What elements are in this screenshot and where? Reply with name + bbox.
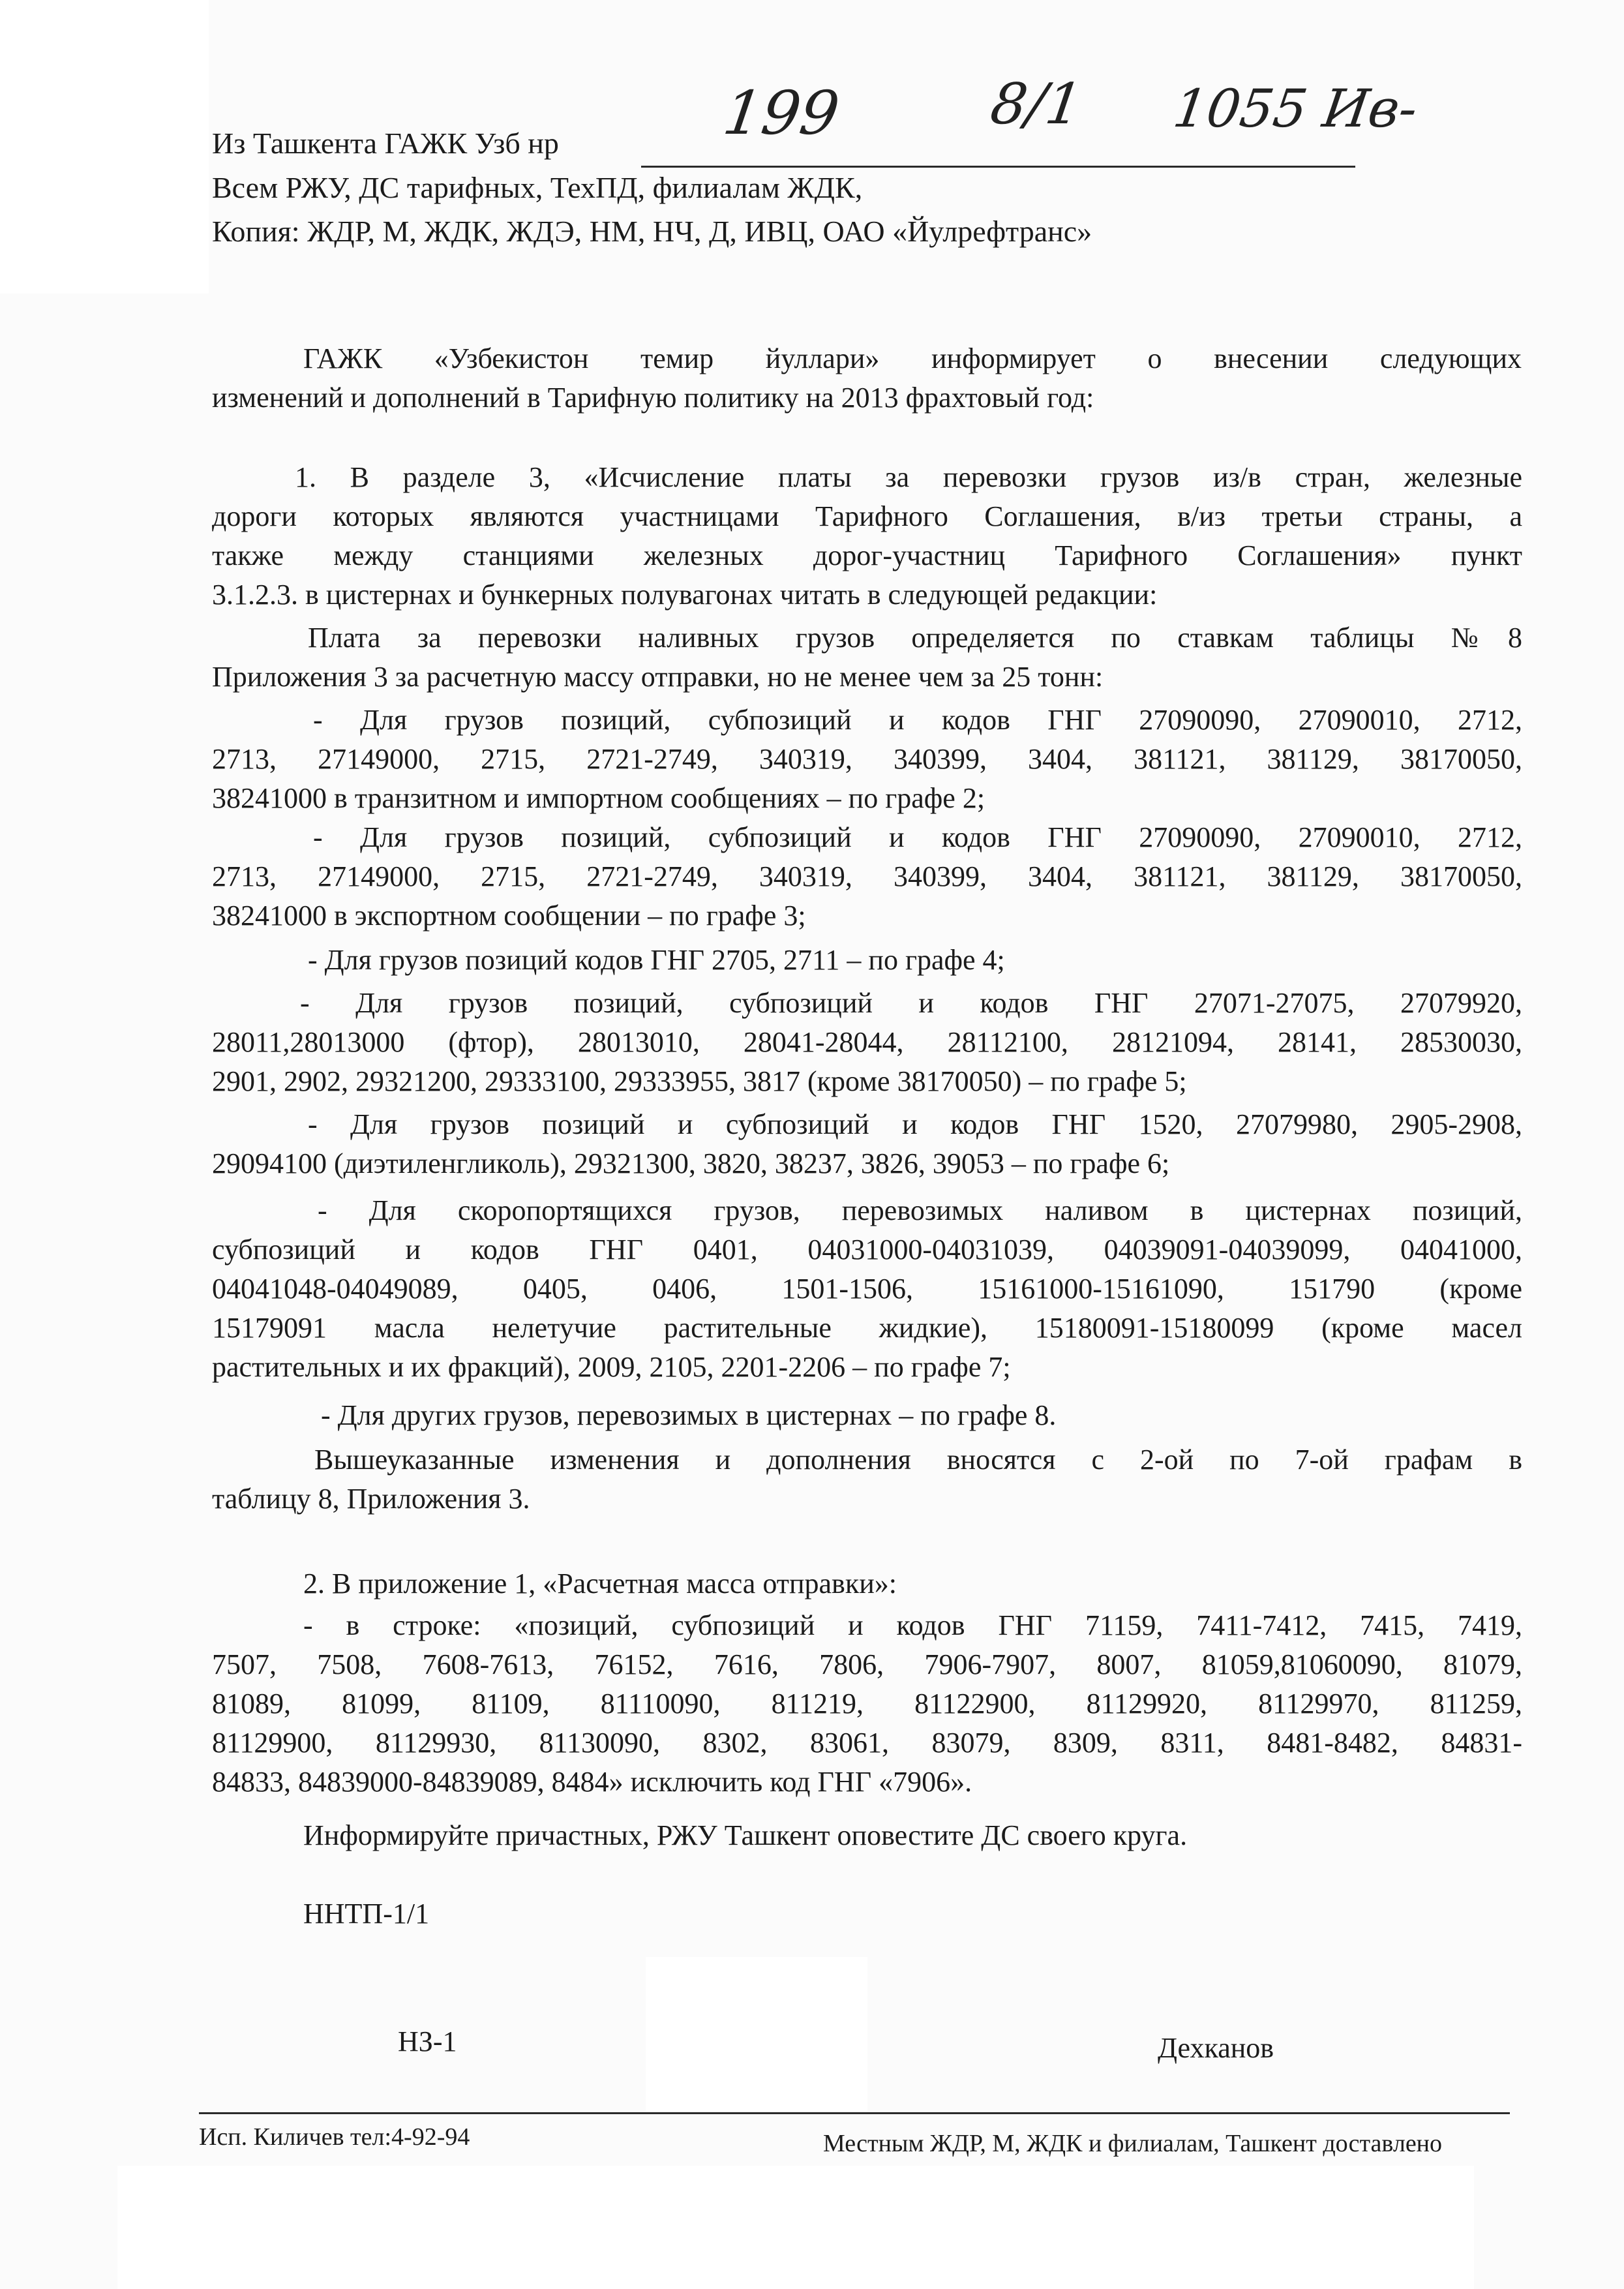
item1-bullet1-line-3: 38241000 в транзитном и импортном сообщениях – по графе 2;: [212, 782, 985, 814]
intro-line-1: ГАЖК «Узбекистон темир йуллари» информирует о внесении следующих: [303, 342, 1522, 374]
item1-line-6: Приложения 3 за расчетную массу отправки, но не менее чем за 25 тонн:: [212, 661, 1104, 693]
footer-divider: [199, 2112, 1510, 2114]
header-recipients: Всем РЖУ, ДС тарифных, ТехПД, филиалам ЖДК,: [212, 171, 863, 204]
item1-bullet4-line-2: 28011,28013000 (фтор), 28013010, 28041-28044, 28112100, 28121094, 28141, 28530030,: [212, 1026, 1522, 1058]
footer-delivery: Местным ЖДР, М, ЖДК и филиалам, Ташкент доставлено: [823, 2130, 1443, 2157]
redaction-top-left: [0, 0, 209, 294]
redaction-signature: [646, 1957, 867, 2114]
item1-line-2: дороги которых являются участницами Тарифного Соглашения, в/из третьи страны, а: [212, 500, 1522, 532]
item1-bullet4-line-3: 2901, 2902, 29321200, 29333100, 29333955, 3817 (кроме 38170050) – по графе 5;: [212, 1065, 1187, 1097]
item1-line-3: также между станциями железных дорог-участниц Тарифного Соглашения» пункт: [212, 539, 1522, 571]
item2-line-7: Информируйте причастных, РЖУ Ташкент оповестите ДС своего круга.: [303, 1819, 1188, 1851]
item1-bullet4-line-1: - Для грузов позиций, субпозиций и кодов ГНГ 27071-27075, 27079920,: [300, 987, 1522, 1019]
item1-note-line-1: Вышеуказанные изменения и дополнения вносятся с 2-ой по 7-ой графам в: [314, 1444, 1522, 1476]
item1-bullet6-line-4: 15179091 масла нелетучие растительные жидкие), 15180091-15180099 (кроме масел: [212, 1312, 1522, 1344]
redaction-bottom: [117, 2166, 1474, 2289]
item1-bullet5-line-2: 29094100 (диэтиленгликоль), 29321300, 3820, 38237, 3826, 39053 – по графе 6;: [212, 1147, 1170, 1179]
item1-note-line-2: таблицу 8, Приложения 3.: [212, 1483, 530, 1515]
item1-bullet2-line-1: - Для грузов позиций, субпозиций и кодов ГНГ 27090090, 27090010, 2712,: [313, 821, 1522, 853]
item1-bullet3-line-1: - Для грузов позиций кодов ГНГ 2705, 2711 – по графе 4;: [308, 944, 1005, 976]
item1-bullet2-line-2: 2713, 27149000, 2715, 2721-2749, 340319, 340399, 3404, 381121, 381129, 38170050,: [212, 860, 1522, 892]
footer-executor: Исп. Киличев тел:4-92-94: [199, 2123, 470, 2151]
item1-bullet6-line-3: 04041048-04049089, 0405, 0406, 1501-1506, 15161000-15161090, 151790 (кроме: [212, 1273, 1522, 1305]
item2-line-6: 84833, 84839000-84839089, 8484» исключить код ГНГ «7906».: [212, 1766, 972, 1798]
item2-line-1: 2. В приложение 1, «Расчетная масса отправки»:: [303, 1568, 897, 1599]
header-copy: Копия: ЖДР, М, ЖДК, ЖДЭ, НМ, НЧ, Д, ИВЦ, ОАО «Йулрефтранс»: [212, 215, 1092, 248]
item2-line-2: - в строке: «позиций, субпозиций и кодов ГНГ 71159, 7411-7412, 7415, 7419,: [303, 1609, 1522, 1641]
item1-bullet2-line-3: 38241000 в экспортном сообщении – по графе 3;: [212, 900, 806, 932]
item1-line-1: 1. В разделе 3, «Исчисление платы за перевозки грузов из/в стран, железные: [295, 461, 1522, 493]
header-number-underline: [641, 166, 1355, 168]
handwritten-code: 8/1: [986, 72, 1087, 137]
header-from: Из Ташкента ГАЖК Узб нр: [212, 127, 559, 160]
item1-bullet6-line-1: - Для скоропортящихся грузов, перевозимых наливом в цистернах позиций,: [318, 1194, 1522, 1226]
handwritten-number: 199: [719, 78, 844, 148]
item1-bullet1-line-2: 2713, 27149000, 2715, 2721-2749, 340319, 340399, 3404, 381121, 381129, 38170050,: [212, 743, 1522, 775]
handwritten-tail: 1055 Ив-: [1169, 78, 1421, 139]
item1-bullet7-line-1: - Для других грузов, перевозимых в цистернах – по графе 8.: [321, 1399, 1057, 1431]
item1-bullet6-line-2: субпозиций и кодов ГНГ 0401, 04031000-04031039, 04039091-04039099, 04041000,: [212, 1234, 1522, 1266]
signer-position: НЗ-1: [398, 2025, 457, 2057]
item2-line-5: 81129900, 81129930, 81130090, 8302, 83061, 83079, 8309, 8311, 8481-8482, 84831-: [212, 1727, 1522, 1759]
item1-bullet5-line-1: - Для грузов позиций и субпозиций и кодов ГНГ 1520, 27079980, 2905-2908,: [308, 1108, 1522, 1140]
item2-line-4: 81089, 81099, 81109, 81110090, 811219, 81122900, 81129920, 81129970, 811259,: [212, 1688, 1522, 1720]
reference-code: ННТП-1/1: [303, 1898, 430, 1930]
item1-bullet6-line-5: растительных и их фракций), 2009, 2105, 2201-2206 – по графе 7;: [212, 1351, 1011, 1383]
signer-name: Дехканов: [1158, 2032, 1274, 2064]
item1-line-5: Плата за перевозки наливных грузов определяется по ставкам таблицы №8: [308, 622, 1522, 654]
item2-line-3: 7507, 7508, 7608-7613, 76152, 7616, 7806, 7906-7907, 8007, 81059,81060090, 81079,: [212, 1648, 1522, 1680]
item1-line-4: 3.1.2.3. в цистернах и бункерных полувагонах читать в следующей редакции:: [212, 579, 1158, 611]
intro-line-2: изменений и дополнений в Тарифную политику на 2013 фрахтовый год:: [212, 382, 1094, 414]
item1-bullet1-line-1: - Для грузов позиций, субпозиций и кодов ГНГ 27090090, 27090010, 2712,: [313, 704, 1522, 736]
